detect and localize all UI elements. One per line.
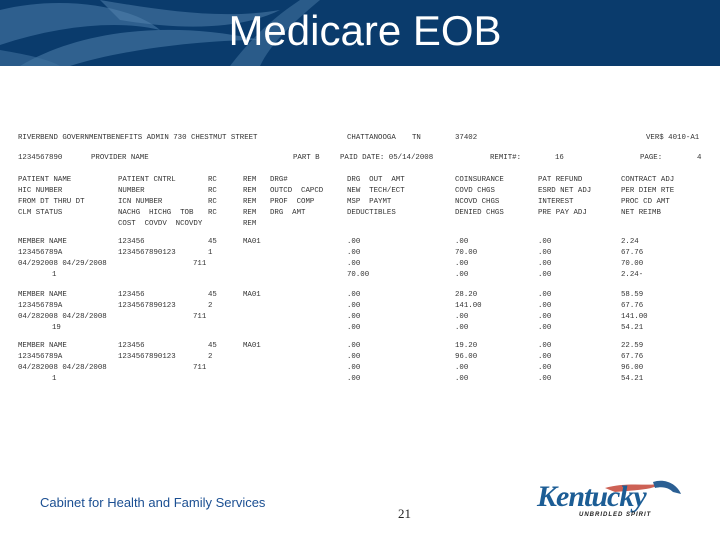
column-header: FROM DT THRU DT — [18, 198, 85, 206]
amount-value: 67.76 — [621, 302, 644, 310]
column-header: DRG OUT AMT — [347, 176, 405, 184]
type-of-bill: 711 — [193, 364, 207, 372]
payer-address: RIVERBEND GOVERNMENTBENEFITS ADMIN 730 CHESTMUT STREET — [18, 134, 258, 142]
reason-code: 45 — [208, 291, 217, 299]
amount-value: 54.21 — [621, 324, 644, 332]
amount-value: .00 — [347, 324, 361, 332]
column-header: COINSURANCE — [455, 176, 504, 184]
amount-value: .00 — [538, 342, 552, 350]
column-header: PRE PAY ADJ — [538, 209, 587, 217]
column-header: INTEREST — [538, 198, 574, 206]
column-header: HIC NUMBER — [18, 187, 63, 195]
slide-title: Medicare EOB — [228, 7, 502, 54]
claim-status: 1 — [52, 375, 57, 383]
reason-code: 45 — [208, 238, 217, 246]
amount-value: .00 — [347, 353, 361, 361]
amount-value: .00 — [538, 375, 552, 383]
version: VER$ 4010-A1 — [646, 134, 700, 142]
amount-value: 2.24 — [621, 238, 639, 246]
member-name: MEMBER NAME — [18, 342, 67, 350]
column-header: CONTRACT ADJ — [621, 176, 675, 184]
patient-control: 123456 — [118, 342, 145, 350]
reason-code: 1 — [208, 249, 213, 257]
amount-value: 2.24- — [621, 271, 644, 279]
amount-value: .00 — [455, 260, 469, 268]
page-label: PAGE: — [640, 154, 663, 162]
logo-wordmark: Kentucky — [537, 480, 646, 513]
member-name: MEMBER NAME — [18, 291, 67, 299]
amount-value: 28.20 — [455, 291, 478, 299]
reason-code: 2 — [208, 302, 213, 310]
slide-page-number: 21 — [398, 506, 411, 521]
column-header: NACHG HICHG TOB — [118, 209, 194, 217]
amount-value: .00 — [455, 238, 469, 246]
column-header: PROC CD AMT — [621, 198, 670, 206]
amount-value: .00 — [455, 313, 469, 321]
amount-value: 141.00 — [455, 302, 482, 310]
reason-code: 2 — [208, 353, 213, 361]
part: PART B — [293, 154, 320, 162]
amount-value: .00 — [347, 291, 361, 299]
patient-control: 123456 — [118, 291, 145, 299]
column-header: RC — [208, 187, 217, 195]
amount-value: 96.00 — [455, 353, 478, 361]
hic-number: 123456789A — [18, 249, 63, 257]
amount-value: .00 — [538, 271, 552, 279]
column-header: RC — [208, 209, 217, 217]
amount-value: 67.76 — [621, 249, 644, 257]
page-number-doc: 4 — [697, 154, 702, 162]
amount-value: 67.76 — [621, 353, 644, 361]
column-header: NCOVD CHGS — [455, 198, 500, 206]
column-header: NUMBER — [118, 187, 145, 195]
column-header: MSP PAYMT — [347, 198, 392, 206]
column-header: NET REIMB — [621, 209, 661, 217]
column-header: DRG# — [270, 176, 288, 184]
amount-value: .00 — [538, 364, 552, 372]
amount-value: .00 — [538, 324, 552, 332]
column-header: DEDUCTIBLES — [347, 209, 396, 217]
column-header: OUTCD CAPCD — [270, 187, 324, 195]
column-header: COVD CHGS — [455, 187, 495, 195]
column-header: CLM STATUS — [18, 209, 63, 217]
provider-name: PROVIDER NAME — [91, 154, 149, 162]
amount-value: .00 — [538, 260, 552, 268]
logo-tagline: UNBRIDLED SPIRIT — [579, 512, 652, 518]
claim-status: 1 — [52, 271, 57, 279]
service-dates: 04/282008 04/28/2008 — [18, 313, 107, 321]
amount-value: 70.00 — [455, 249, 478, 257]
amount-value: .00 — [347, 260, 361, 268]
column-header: PROF COMP — [270, 198, 315, 206]
column-header: REM — [243, 220, 257, 228]
column-header: RC — [208, 176, 217, 184]
remit-number: 16 — [555, 154, 564, 162]
column-header: REM — [243, 209, 257, 217]
amount-value: .00 — [347, 313, 361, 321]
kentucky-logo — [535, 478, 685, 523]
amount-value: 22.59 — [621, 342, 644, 350]
column-header: ESRD NET ADJ — [538, 187, 592, 195]
remark-code: MA01 — [243, 291, 261, 299]
amount-value: .00 — [455, 364, 469, 372]
service-dates: 04/292008 04/29/2008 — [18, 260, 107, 268]
amount-value: .00 — [347, 249, 361, 257]
paid-date: PAID DATE: 05/14/2008 — [340, 154, 434, 162]
column-header: COST COVDV NCOVDY — [118, 220, 203, 228]
amount-value: 70.00 — [347, 271, 370, 279]
column-header: PER DIEM RTE — [621, 187, 675, 195]
column-header: DENIED CHGS — [455, 209, 504, 217]
column-header: ICN NUMBER — [118, 198, 163, 206]
reason-code: 45 — [208, 342, 217, 350]
amount-value: .00 — [347, 342, 361, 350]
amount-value: .00 — [538, 313, 552, 321]
column-header: PATIENT CNTRL — [118, 176, 176, 184]
patient-control: 123456 — [118, 238, 145, 246]
amount-value: 58.59 — [621, 291, 644, 299]
column-header: PAT REFUND — [538, 176, 583, 184]
service-dates: 04/282008 04/28/2008 — [18, 364, 107, 372]
column-header: NEW TECH/ECT — [347, 187, 405, 195]
amount-value: .00 — [538, 302, 552, 310]
amount-value: .00 — [347, 364, 361, 372]
remit-label: REMIT#: — [490, 154, 522, 162]
footer-organization: Cabinet for Health and Family Services — [40, 495, 266, 510]
amount-value: 19.20 — [455, 342, 478, 350]
column-header: REM — [243, 187, 257, 195]
amount-value: 141.00 — [621, 313, 648, 321]
column-header: RC — [208, 198, 217, 206]
payer-state: TN — [412, 134, 421, 142]
column-header: DRG AMT — [270, 209, 306, 217]
remark-code: MA01 — [243, 238, 261, 246]
type-of-bill: 711 — [193, 260, 207, 268]
amount-value: .00 — [455, 375, 469, 383]
amount-value: .00 — [347, 302, 361, 310]
icn-number: 1234567890123 — [118, 249, 176, 257]
hic-number: 123456789A — [18, 302, 63, 310]
amount-value: .00 — [538, 291, 552, 299]
column-header: REM — [243, 176, 257, 184]
amount-value: 54.21 — [621, 375, 644, 383]
remark-code: MA01 — [243, 342, 261, 350]
type-of-bill: 711 — [193, 313, 207, 321]
payer-zip: 37402 — [455, 134, 478, 142]
amount-value: 96.00 — [621, 364, 644, 372]
hic-number: 123456789A — [18, 353, 63, 361]
amount-value: 70.00 — [621, 260, 644, 268]
amount-value: .00 — [455, 324, 469, 332]
member-name: MEMBER NAME — [18, 238, 67, 246]
icn-number: 1234567890123 — [118, 353, 176, 361]
claim-status: 19 — [52, 324, 61, 332]
icn-number: 1234567890123 — [118, 302, 176, 310]
column-header: REM — [243, 198, 257, 206]
amount-value: .00 — [347, 238, 361, 246]
amount-value: .00 — [455, 271, 469, 279]
column-header: PATIENT NAME — [18, 176, 72, 184]
amount-value: .00 — [347, 375, 361, 383]
amount-value: .00 — [538, 238, 552, 246]
payer-city: CHATTANOOGA — [347, 134, 396, 142]
amount-value: .00 — [538, 249, 552, 257]
amount-value: .00 — [538, 353, 552, 361]
provider-number: 1234567890 — [18, 154, 63, 162]
